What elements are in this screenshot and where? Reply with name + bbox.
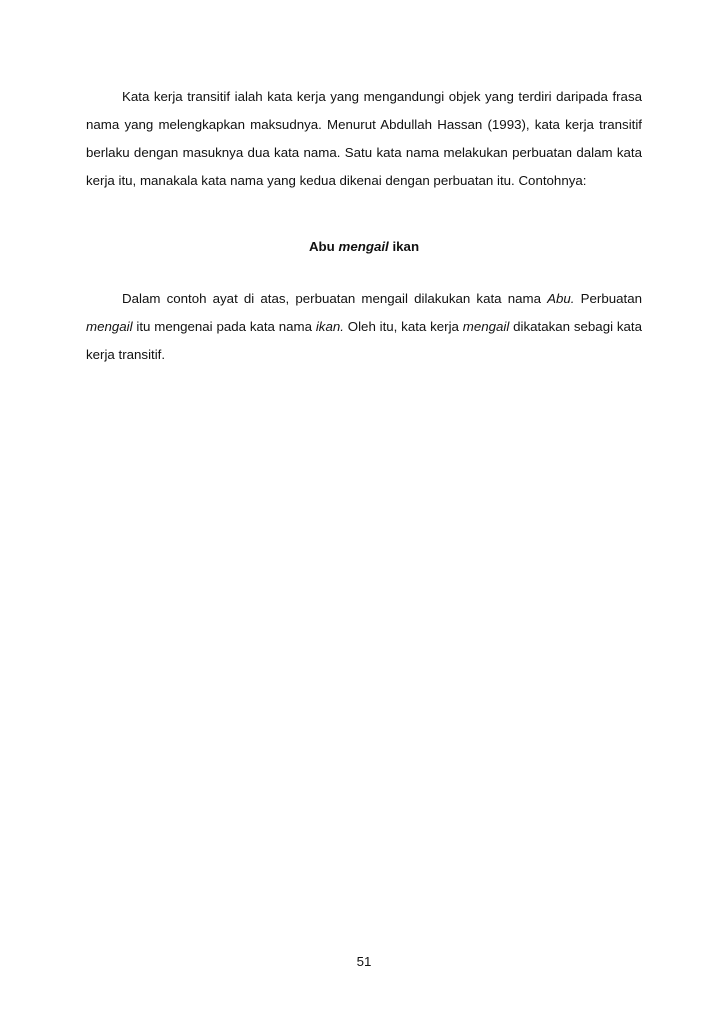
page-number: 51 [356,954,372,969]
explanation-part1: Dalam contoh ayat di atas, perbuatan mengail dilakukan kata nama [122,291,541,306]
example-subject: Abu [308,239,335,254]
explanation-part2: Perbuatan [580,291,643,306]
example-sentence [86,233,642,261]
term-mengail: mengail [462,319,510,334]
explanation-part3: itu mengenai pada kata nama [136,319,313,334]
example-object: ikan [392,239,420,254]
paragraph-definition-text: Kata kerja transitif ialah kata kerja yang mengandungi objek yang terdiri daripada frasa nama yang melengkapkan maksudnya. Menurut Abdullah Hassan (1993), kata kerja transitif berlaku dengan masuknya dua kata nama. Satu kata nama melakukan perbuatan dalam kata kerja itu, manakala kata nama yang kedua dikenai dengan perbuatan itu. Contohnya: [86,89,642,188]
paragraph-definition [86,83,642,195]
explanation-part5: dikatakan sebagi kata kerja transitif. [86,319,642,362]
term-ikan: ikan. [315,319,344,334]
example-verb: mengail [338,239,389,254]
term-mengail: mengail [86,319,133,334]
explanation-part4: Oleh itu, kata kerja [347,319,459,334]
term-abu: Abu. [547,291,575,306]
paragraph-explanation [86,285,642,369]
